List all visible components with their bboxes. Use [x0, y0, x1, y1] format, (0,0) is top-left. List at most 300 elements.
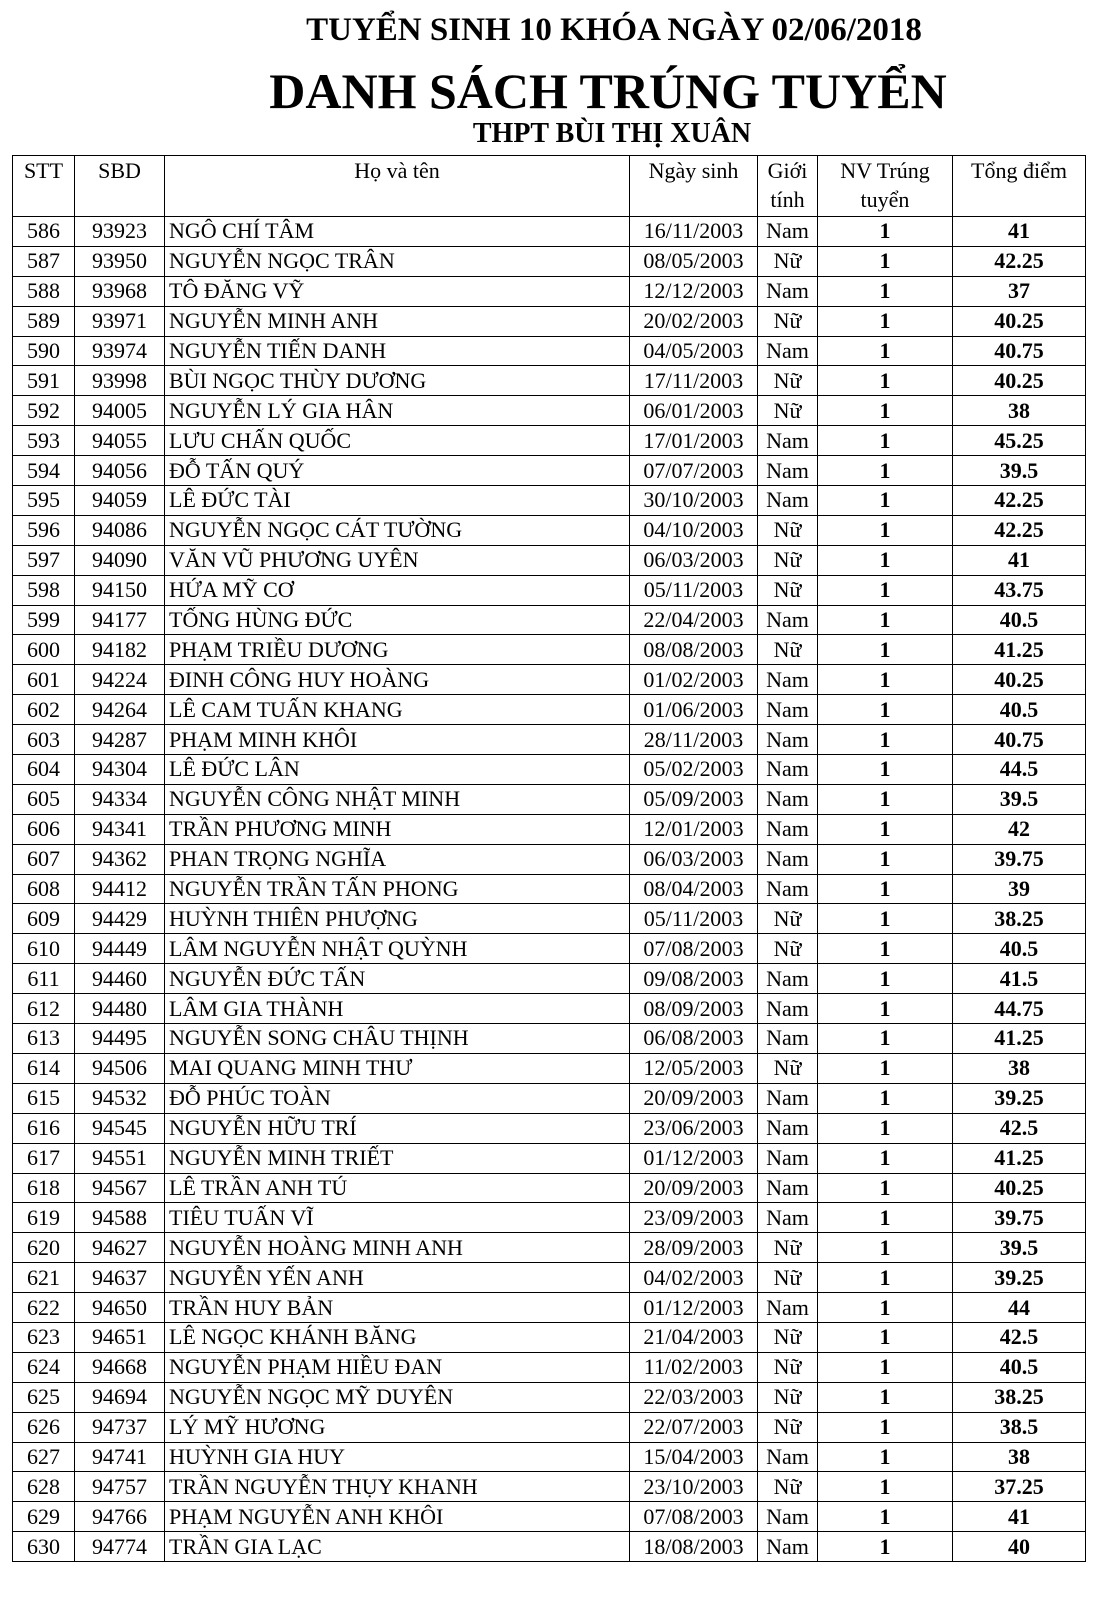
cell-score: 39 — [953, 874, 1086, 904]
cell-sbd: 94567 — [75, 1173, 165, 1203]
cell-dob: 06/03/2003 — [630, 844, 758, 874]
cell-dob: 05/02/2003 — [630, 755, 758, 785]
cell-score: 41.25 — [953, 1024, 1086, 1054]
cell-nv: 1 — [818, 366, 953, 396]
cell-score: 40.25 — [953, 306, 1086, 336]
col-sbd: SBD — [75, 156, 165, 217]
cell-score: 40.5 — [953, 1352, 1086, 1382]
cell-dob: 20/09/2003 — [630, 1173, 758, 1203]
cell-sbd: 94495 — [75, 1024, 165, 1054]
cell-nv: 1 — [818, 545, 953, 575]
table-row — [13, 515, 1086, 545]
cell-dob: 23/10/2003 — [630, 1472, 758, 1502]
cell-name: NGUYỄN SONG CHÂU THỊNH — [165, 1024, 630, 1054]
table-body — [13, 217, 1086, 1562]
cell-dob: 04/02/2003 — [630, 1263, 758, 1293]
cell-gender: Nam — [758, 336, 818, 366]
cell-gender: Nam — [758, 426, 818, 456]
cell-score: 39.25 — [953, 1083, 1086, 1113]
cell-gender: Nam — [758, 605, 818, 635]
cell-nv: 1 — [818, 814, 953, 844]
list-title-text: DANH SÁCH TRÚNG TUYỂN — [269, 63, 947, 119]
cell-nv: 1 — [818, 396, 953, 426]
table-row — [13, 1502, 1086, 1532]
cell-score: 39.75 — [953, 1203, 1086, 1233]
cell-sbd: 94059 — [75, 486, 165, 516]
table-row — [13, 665, 1086, 695]
col-gender-line1: Giới — [767, 158, 808, 183]
cell-stt: 614 — [13, 1053, 75, 1083]
table-row — [13, 844, 1086, 874]
cell-sbd: 94637 — [75, 1263, 165, 1293]
table-row — [13, 456, 1086, 486]
document-title-exam — [0, 8, 1100, 52]
cell-sbd: 94005 — [75, 396, 165, 426]
cell-dob: 06/03/2003 — [630, 545, 758, 575]
cell-nv: 1 — [818, 934, 953, 964]
cell-sbd: 94412 — [75, 874, 165, 904]
cell-nv: 1 — [818, 1532, 953, 1562]
table-row — [13, 306, 1086, 336]
cell-dob: 01/12/2003 — [630, 1293, 758, 1323]
cell-gender: Nữ — [758, 934, 818, 964]
cell-dob: 12/05/2003 — [630, 1053, 758, 1083]
cell-name: NGUYỄN YẾN ANH — [165, 1263, 630, 1293]
cell-nv: 1 — [818, 1053, 953, 1083]
cell-score: 40 — [953, 1532, 1086, 1562]
cell-name: LÊ NGỌC KHÁNH BĂNG — [165, 1322, 630, 1352]
cell-nv: 1 — [818, 456, 953, 486]
cell-stt: 595 — [13, 486, 75, 516]
cell-nv: 1 — [818, 964, 953, 994]
cell-nv: 1 — [818, 1233, 953, 1263]
table-row — [13, 1263, 1086, 1293]
table-row — [13, 964, 1086, 994]
cell-sbd: 93998 — [75, 366, 165, 396]
table-row — [13, 575, 1086, 605]
cell-gender: Nam — [758, 1173, 818, 1203]
cell-stt: 619 — [13, 1203, 75, 1233]
admission-table — [12, 155, 1086, 1562]
cell-stt: 590 — [13, 336, 75, 366]
cell-dob: 06/08/2003 — [630, 1024, 758, 1054]
cell-nv: 1 — [818, 1352, 953, 1382]
cell-stt: 600 — [13, 635, 75, 665]
cell-name: NGUYỄN MINH TRIẾT — [165, 1143, 630, 1173]
cell-name: ĐỖ TẤN QUÝ — [165, 456, 630, 486]
cell-dob: 22/03/2003 — [630, 1382, 758, 1412]
cell-dob: 08/04/2003 — [630, 874, 758, 904]
cell-name: HUỲNH THIÊN PHƯỢNG — [165, 904, 630, 934]
col-gender-line2: tính — [770, 187, 805, 212]
cell-nv: 1 — [818, 1113, 953, 1143]
cell-stt: 586 — [13, 217, 75, 247]
cell-name: LÂM GIA THÀNH — [165, 994, 630, 1024]
cell-stt: 621 — [13, 1263, 75, 1293]
col-name: Họ và tên — [165, 156, 630, 217]
cell-dob: 22/04/2003 — [630, 605, 758, 635]
cell-name: TRẦN NGUYỄN THỤY KHANH — [165, 1472, 630, 1502]
cell-name: NGUYỄN LÝ GIA HÂN — [165, 396, 630, 426]
cell-dob: 07/08/2003 — [630, 1502, 758, 1532]
cell-score: 38 — [953, 1053, 1086, 1083]
cell-stt: 625 — [13, 1382, 75, 1412]
cell-dob: 11/02/2003 — [630, 1352, 758, 1382]
cell-name: PHẠM TRIỀU DƯƠNG — [165, 635, 630, 665]
cell-gender: Nữ — [758, 1322, 818, 1352]
cell-score: 37.25 — [953, 1472, 1086, 1502]
cell-gender: Nữ — [758, 1412, 818, 1442]
cell-sbd: 94480 — [75, 994, 165, 1024]
table-row — [13, 1472, 1086, 1502]
cell-dob: 01/02/2003 — [630, 665, 758, 695]
cell-nv: 1 — [818, 1472, 953, 1502]
cell-gender: Nữ — [758, 515, 818, 545]
cell-stt: 592 — [13, 396, 75, 426]
table-row — [13, 396, 1086, 426]
cell-nv: 1 — [818, 1412, 953, 1442]
cell-nv: 1 — [818, 1024, 953, 1054]
table-row — [13, 755, 1086, 785]
cell-name: NGUYỄN ĐỨC TẤN — [165, 964, 630, 994]
cell-nv: 1 — [818, 725, 953, 755]
cell-name: PHAN TRỌNG NGHĨA — [165, 844, 630, 874]
cell-dob: 04/10/2003 — [630, 515, 758, 545]
table-row — [13, 426, 1086, 456]
cell-sbd: 94341 — [75, 814, 165, 844]
cell-score: 42 — [953, 814, 1086, 844]
cell-name: PHẠM NGUYỄN ANH KHÔI — [165, 1502, 630, 1532]
cell-nv: 1 — [818, 1083, 953, 1113]
cell-dob: 01/06/2003 — [630, 695, 758, 725]
cell-nv: 1 — [818, 755, 953, 785]
cell-stt: 610 — [13, 934, 75, 964]
cell-gender: Nam — [758, 874, 818, 904]
cell-name: TIÊU TUẤN VĨ — [165, 1203, 630, 1233]
cell-stt: 605 — [13, 784, 75, 814]
cell-sbd: 94150 — [75, 575, 165, 605]
cell-stt: 599 — [13, 605, 75, 635]
table-row — [13, 217, 1086, 247]
cell-gender: Nam — [758, 1143, 818, 1173]
cell-sbd: 94362 — [75, 844, 165, 874]
cell-score: 41.25 — [953, 635, 1086, 665]
cell-nv: 1 — [818, 246, 953, 276]
cell-score: 39.5 — [953, 456, 1086, 486]
table-row — [13, 814, 1086, 844]
cell-sbd: 94651 — [75, 1322, 165, 1352]
cell-dob: 20/09/2003 — [630, 1083, 758, 1113]
col-stt: STT — [13, 156, 75, 217]
table-row — [13, 1173, 1086, 1203]
cell-gender: Nam — [758, 994, 818, 1024]
cell-nv: 1 — [818, 306, 953, 336]
cell-sbd: 94429 — [75, 904, 165, 934]
table-header-row — [13, 156, 1086, 217]
cell-score: 40.5 — [953, 605, 1086, 635]
cell-nv: 1 — [818, 1322, 953, 1352]
cell-sbd: 94182 — [75, 635, 165, 665]
cell-gender: Nam — [758, 1293, 818, 1323]
cell-dob: 28/09/2003 — [630, 1233, 758, 1263]
cell-stt: 609 — [13, 904, 75, 934]
cell-gender: Nam — [758, 665, 818, 695]
cell-nv: 1 — [818, 784, 953, 814]
table-row — [13, 874, 1086, 904]
cell-sbd: 94264 — [75, 695, 165, 725]
cell-gender: Nữ — [758, 635, 818, 665]
cell-sbd: 94737 — [75, 1412, 165, 1442]
cell-sbd: 94304 — [75, 755, 165, 785]
col-nv-line1: NV Trúng — [840, 158, 930, 183]
cell-stt: 622 — [13, 1293, 75, 1323]
cell-stt: 597 — [13, 545, 75, 575]
cell-name: ĐINH CÔNG HUY HOÀNG — [165, 665, 630, 695]
cell-nv: 1 — [818, 1203, 953, 1233]
cell-nv: 1 — [818, 665, 953, 695]
cell-sbd: 94650 — [75, 1293, 165, 1323]
cell-nv: 1 — [818, 1173, 953, 1203]
cell-nv: 1 — [818, 1263, 953, 1293]
cell-dob: 15/04/2003 — [630, 1442, 758, 1472]
cell-stt: 623 — [13, 1322, 75, 1352]
cell-name: ĐỖ PHÚC TOÀN — [165, 1083, 630, 1113]
cell-score: 38 — [953, 1442, 1086, 1472]
cell-sbd: 94774 — [75, 1532, 165, 1562]
cell-stt: 620 — [13, 1233, 75, 1263]
cell-score: 41.5 — [953, 964, 1086, 994]
table-row — [13, 246, 1086, 276]
cell-stt: 594 — [13, 456, 75, 486]
cell-score: 40.5 — [953, 934, 1086, 964]
cell-nv: 1 — [818, 635, 953, 665]
cell-nv: 1 — [818, 695, 953, 725]
cell-score: 44.5 — [953, 755, 1086, 785]
cell-gender: Nữ — [758, 1352, 818, 1382]
table-row — [13, 695, 1086, 725]
cell-name: NGUYỄN HỮU TRÍ — [165, 1113, 630, 1143]
cell-sbd: 93974 — [75, 336, 165, 366]
cell-sbd: 94177 — [75, 605, 165, 635]
cell-score: 39.75 — [953, 844, 1086, 874]
cell-sbd: 94055 — [75, 426, 165, 456]
cell-name: LÊ ĐỨC LÂN — [165, 755, 630, 785]
cell-stt: 606 — [13, 814, 75, 844]
table-row — [13, 1203, 1086, 1233]
cell-name: PHẠM MINH KHÔI — [165, 725, 630, 755]
cell-gender: Nữ — [758, 396, 818, 426]
cell-dob: 04/05/2003 — [630, 336, 758, 366]
cell-stt: 589 — [13, 306, 75, 336]
cell-score: 40.75 — [953, 725, 1086, 755]
cell-dob: 06/01/2003 — [630, 396, 758, 426]
cell-dob: 01/12/2003 — [630, 1143, 758, 1173]
cell-sbd: 94694 — [75, 1382, 165, 1412]
cell-sbd: 94056 — [75, 456, 165, 486]
cell-stt: 601 — [13, 665, 75, 695]
cell-score: 39.5 — [953, 1233, 1086, 1263]
cell-gender: Nữ — [758, 1233, 818, 1263]
cell-sbd: 94287 — [75, 725, 165, 755]
cell-stt: 628 — [13, 1472, 75, 1502]
cell-score: 38.5 — [953, 1412, 1086, 1442]
cell-dob: 23/09/2003 — [630, 1203, 758, 1233]
cell-score: 38.25 — [953, 904, 1086, 934]
table-row — [13, 1053, 1086, 1083]
cell-dob: 18/08/2003 — [630, 1532, 758, 1562]
cell-dob: 05/09/2003 — [630, 784, 758, 814]
col-gender — [758, 156, 818, 217]
cell-name: LƯU CHẤN QUỐC — [165, 426, 630, 456]
table-row — [13, 1143, 1086, 1173]
cell-gender: Nữ — [758, 575, 818, 605]
cell-nv: 1 — [818, 844, 953, 874]
cell-stt: 607 — [13, 844, 75, 874]
school-name — [0, 116, 1100, 152]
table-row — [13, 784, 1086, 814]
cell-nv: 1 — [818, 605, 953, 635]
cell-dob: 07/07/2003 — [630, 456, 758, 486]
table-row — [13, 1083, 1086, 1113]
cell-score: 39.25 — [953, 1263, 1086, 1293]
cell-stt: 587 — [13, 246, 75, 276]
cell-stt: 612 — [13, 994, 75, 1024]
cell-sbd: 94506 — [75, 1053, 165, 1083]
table-row — [13, 605, 1086, 635]
table-row — [13, 635, 1086, 665]
cell-name: NGUYỄN NGỌC CÁT TƯỜNG — [165, 515, 630, 545]
cell-dob: 07/08/2003 — [630, 934, 758, 964]
cell-gender: Nam — [758, 456, 818, 486]
cell-name: NGÔ CHÍ TÂM — [165, 217, 630, 247]
table-row — [13, 1352, 1086, 1382]
cell-stt: 593 — [13, 426, 75, 456]
col-dob: Ngày sinh — [630, 156, 758, 217]
cell-sbd: 94627 — [75, 1233, 165, 1263]
cell-score: 38.25 — [953, 1382, 1086, 1412]
cell-score: 41 — [953, 1502, 1086, 1532]
cell-stt: 618 — [13, 1173, 75, 1203]
cell-nv: 1 — [818, 1382, 953, 1412]
cell-stt: 615 — [13, 1083, 75, 1113]
cell-name: NGUYỄN HOÀNG MINH ANH — [165, 1233, 630, 1263]
cell-sbd: 94449 — [75, 934, 165, 964]
cell-gender: Nữ — [758, 1472, 818, 1502]
cell-score: 42.25 — [953, 246, 1086, 276]
cell-nv: 1 — [818, 336, 953, 366]
table-row — [13, 545, 1086, 575]
cell-stt: 608 — [13, 874, 75, 904]
cell-stt: 591 — [13, 366, 75, 396]
cell-gender: Nam — [758, 217, 818, 247]
table-row — [13, 934, 1086, 964]
cell-gender: Nam — [758, 1532, 818, 1562]
cell-score: 40.25 — [953, 366, 1086, 396]
cell-nv: 1 — [818, 874, 953, 904]
cell-gender: Nữ — [758, 1263, 818, 1293]
cell-gender: Nữ — [758, 1382, 818, 1412]
cell-sbd: 93950 — [75, 246, 165, 276]
cell-sbd: 94224 — [75, 665, 165, 695]
table-row — [13, 904, 1086, 934]
cell-name: HỨA MỸ CƠ — [165, 575, 630, 605]
cell-name: TRẦN HUY BẢN — [165, 1293, 630, 1323]
cell-stt: 604 — [13, 755, 75, 785]
cell-dob: 05/11/2003 — [630, 575, 758, 605]
cell-gender: Nam — [758, 755, 818, 785]
cell-score: 42.5 — [953, 1113, 1086, 1143]
table-row — [13, 1322, 1086, 1352]
cell-score: 40.75 — [953, 336, 1086, 366]
cell-stt: 611 — [13, 964, 75, 994]
cell-stt: 588 — [13, 276, 75, 306]
cell-dob: 09/08/2003 — [630, 964, 758, 994]
cell-nv: 1 — [818, 575, 953, 605]
cell-dob: 08/09/2003 — [630, 994, 758, 1024]
cell-name: NGUYỄN PHẠM HIỀU ĐAN — [165, 1352, 630, 1382]
exam-title-text: TUYỂN SINH 10 KHÓA NGÀY 02/06/2018 — [306, 12, 922, 48]
cell-sbd: 94588 — [75, 1203, 165, 1233]
cell-sbd: 94757 — [75, 1472, 165, 1502]
cell-name: NGUYỄN NGỌC TRÂN — [165, 246, 630, 276]
cell-dob: 22/07/2003 — [630, 1412, 758, 1442]
table-row — [13, 1382, 1086, 1412]
cell-sbd: 94551 — [75, 1143, 165, 1173]
cell-name: NGUYỄN NGỌC MỸ DUYÊN — [165, 1382, 630, 1412]
cell-gender: Nam — [758, 1113, 818, 1143]
cell-gender: Nam — [758, 1024, 818, 1054]
cell-name: TÔ ĐĂNG VỸ — [165, 276, 630, 306]
cell-nv: 1 — [818, 426, 953, 456]
cell-score: 45.25 — [953, 426, 1086, 456]
table-row — [13, 486, 1086, 516]
table-row — [13, 1293, 1086, 1323]
cell-name: NGUYỄN CÔNG NHẬT MINH — [165, 784, 630, 814]
cell-name: TRẦN GIA LẠC — [165, 1532, 630, 1562]
cell-stt: 629 — [13, 1502, 75, 1532]
cell-nv: 1 — [818, 486, 953, 516]
cell-sbd: 94741 — [75, 1442, 165, 1472]
cell-score: 38 — [953, 396, 1086, 426]
cell-sbd: 94460 — [75, 964, 165, 994]
cell-score: 37 — [953, 276, 1086, 306]
col-nv-line2: tuyển — [860, 187, 910, 212]
cell-score: 39.5 — [953, 784, 1086, 814]
cell-score: 40.25 — [953, 665, 1086, 695]
cell-nv: 1 — [818, 1293, 953, 1323]
cell-sbd: 94545 — [75, 1113, 165, 1143]
cell-dob: 08/05/2003 — [630, 246, 758, 276]
table-row — [13, 994, 1086, 1024]
cell-name: HUỲNH GIA HUY — [165, 1442, 630, 1472]
cell-gender: Nữ — [758, 306, 818, 336]
cell-gender: Nam — [758, 964, 818, 994]
cell-score: 40.25 — [953, 1173, 1086, 1203]
cell-score: 44.75 — [953, 994, 1086, 1024]
cell-name: NGUYỄN TIẾN DANH — [165, 336, 630, 366]
cell-name: BÙI NGỌC THÙY DƯƠNG — [165, 366, 630, 396]
table-row — [13, 1412, 1086, 1442]
cell-name: LÊ TRẦN ANH TÚ — [165, 1173, 630, 1203]
cell-sbd: 94668 — [75, 1352, 165, 1382]
cell-name: TRẦN PHƯƠNG MINH — [165, 814, 630, 844]
cell-dob: 08/08/2003 — [630, 635, 758, 665]
cell-sbd: 93968 — [75, 276, 165, 306]
cell-score: 42.5 — [953, 1322, 1086, 1352]
cell-gender: Nam — [758, 1203, 818, 1233]
cell-sbd: 93971 — [75, 306, 165, 336]
cell-sbd: 93923 — [75, 217, 165, 247]
